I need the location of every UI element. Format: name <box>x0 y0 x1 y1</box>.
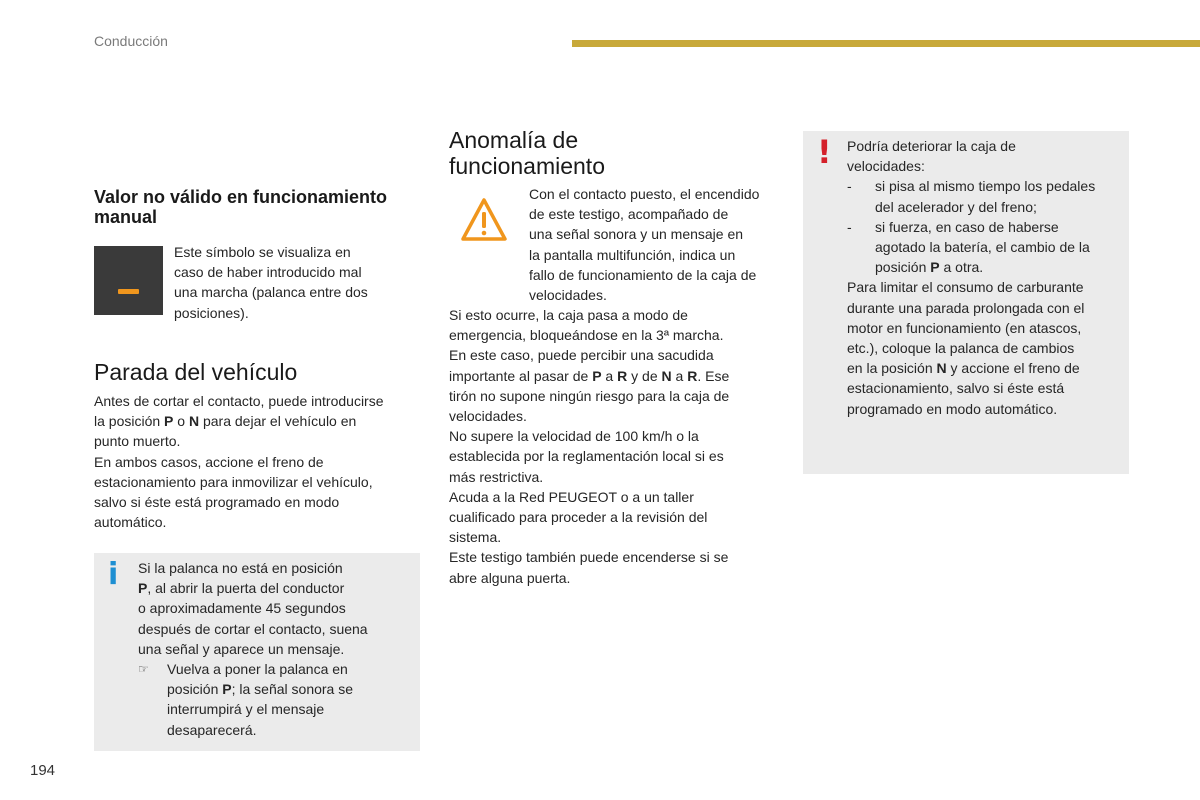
text-line: la pantalla multifunción, indica un <box>529 246 736 263</box>
text-line: cualificado para proceder a la revisión del <box>449 509 708 526</box>
heading-line: funcionamiento <box>449 153 605 179</box>
caution-note-text <box>847 136 1129 419</box>
text-line: del acelerador y del freno; <box>875 198 1037 215</box>
header-accent-bar <box>572 40 1200 47</box>
text-line: si pisa al mismo tiempo los pedales <box>875 178 1096 195</box>
text-line: sistema. <box>449 529 502 546</box>
text-line: abre alguna puerta. <box>449 569 571 586</box>
text-line: En ambos casos, accione el freno de <box>94 453 324 470</box>
text-line: programado en modo automático. <box>847 400 1058 417</box>
info-icon: i <box>108 557 119 592</box>
text-line: en la posición N y accione el freno de <box>847 360 1080 377</box>
text-line: posición P; la señal sonora se <box>167 681 354 698</box>
gear-indicator-dash-icon <box>94 246 163 315</box>
text-line: velocidades. <box>449 408 527 425</box>
text-line: emergencia, bloqueándose en la 3ª marcha. <box>449 327 724 344</box>
text-line: Si la palanca no está en posición <box>138 560 343 576</box>
text-line: En este caso, puede percibir una sacudida <box>449 347 714 364</box>
list-item <box>847 217 1129 278</box>
warning-triangle-icon <box>460 197 508 243</box>
text-line: interrumpirá y el mensaje <box>167 701 325 718</box>
text-line: la posición P o N para dejar el vehículo en <box>94 413 357 430</box>
text-line: tirón no supone ningún riesgo para la caja de <box>449 387 730 404</box>
text-line: o aproximadamente 45 segundos <box>138 600 346 617</box>
text-line: velocidades: <box>847 158 925 175</box>
text-line: Este testigo también puede encenderse si se <box>449 549 729 566</box>
dash-mark <box>118 289 139 294</box>
text-line: Este símbolo se visualiza en <box>174 244 351 260</box>
text-line: motor en funcionamiento (en atascos, <box>847 319 1082 336</box>
text-line: fallo de funcionamiento de la caja de <box>529 266 757 283</box>
list-item <box>847 176 1129 216</box>
text-line: posición P a otra. <box>875 259 984 276</box>
text-line: estacionamiento, salvo si éste está <box>847 380 1065 397</box>
text-line: posiciones). <box>174 304 249 321</box>
text-line: No supere la velocidad de 100 km/h o la <box>449 428 699 445</box>
text-line: estacionamiento para inmovilizar el vehículo, <box>94 473 373 490</box>
text-line: Vuelva a poner la palanca en <box>167 661 348 678</box>
parada-heading: Parada del vehículo <box>94 359 298 385</box>
info-note-box <box>94 553 420 751</box>
info-note-text <box>138 558 418 740</box>
text-line: P, al abrir la puerta del conductor <box>138 580 345 597</box>
text-line: punto muerto. <box>94 433 181 450</box>
list-dash: - <box>847 178 852 195</box>
text-line: después de cortar el contacto, suena <box>138 620 368 637</box>
symbol-description <box>174 242 414 323</box>
text-line: velocidades. <box>529 287 607 304</box>
pointing-hand-icon: ☞ <box>138 662 149 677</box>
valor-heading: Valor no válido en funcionamiento manual <box>94 187 388 227</box>
text-line: más restrictiva. <box>449 468 544 485</box>
bullet-item <box>138 659 418 740</box>
text-line: establecida por la reglamentación local si es <box>449 448 724 465</box>
section-title: Conducción <box>94 33 168 49</box>
text-line: automático. <box>94 514 167 531</box>
text-line: una marcha (palanca entre dos <box>174 284 368 301</box>
text-line: una señal sonora y un mensaje en <box>529 226 744 243</box>
text-line: Podría deteriorar la caja de <box>847 138 1016 154</box>
text-line: salvo si éste está programado en modo <box>94 494 340 511</box>
anomalia-body <box>449 305 779 588</box>
text-line: una señal y aparece un mensaje. <box>138 640 345 657</box>
exclamation-icon: ! <box>817 133 832 171</box>
text-line: Para limitar el consumo de carburante <box>847 279 1084 296</box>
text-line: importante al pasar de P a R y de N a R. Ese <box>449 367 730 384</box>
text-line: etc.), coloque la palanca de cambios <box>847 340 1075 357</box>
text-line: agotado la batería, el cambio de la <box>875 239 1090 256</box>
text-line: Si esto ocurre, la caja pasa a modo de <box>449 307 688 323</box>
warning-description <box>529 184 789 305</box>
heading-line: Anomalía de <box>449 127 579 153</box>
text-line: Antes de cortar el contacto, puede introducirse <box>94 393 384 409</box>
parada-body <box>94 391 424 532</box>
page-number: 194 <box>30 762 56 779</box>
text-line: desaparecerá. <box>167 721 257 738</box>
text-line: caso de haber introducido mal <box>174 264 362 281</box>
text-line: durante una parada prolongada con el <box>847 299 1085 316</box>
text-line: Con el contacto puesto, el encendido <box>529 186 760 202</box>
text-line: Acuda a la Red PEUGEOT o a un taller <box>449 488 694 505</box>
anomalia-heading <box>449 127 769 179</box>
caution-note-box <box>803 131 1129 474</box>
text-line: de este testigo, acompañado de <box>529 206 729 223</box>
text-line: si fuerza, en caso de haberse <box>875 218 1059 235</box>
list-dash: - <box>847 218 852 235</box>
